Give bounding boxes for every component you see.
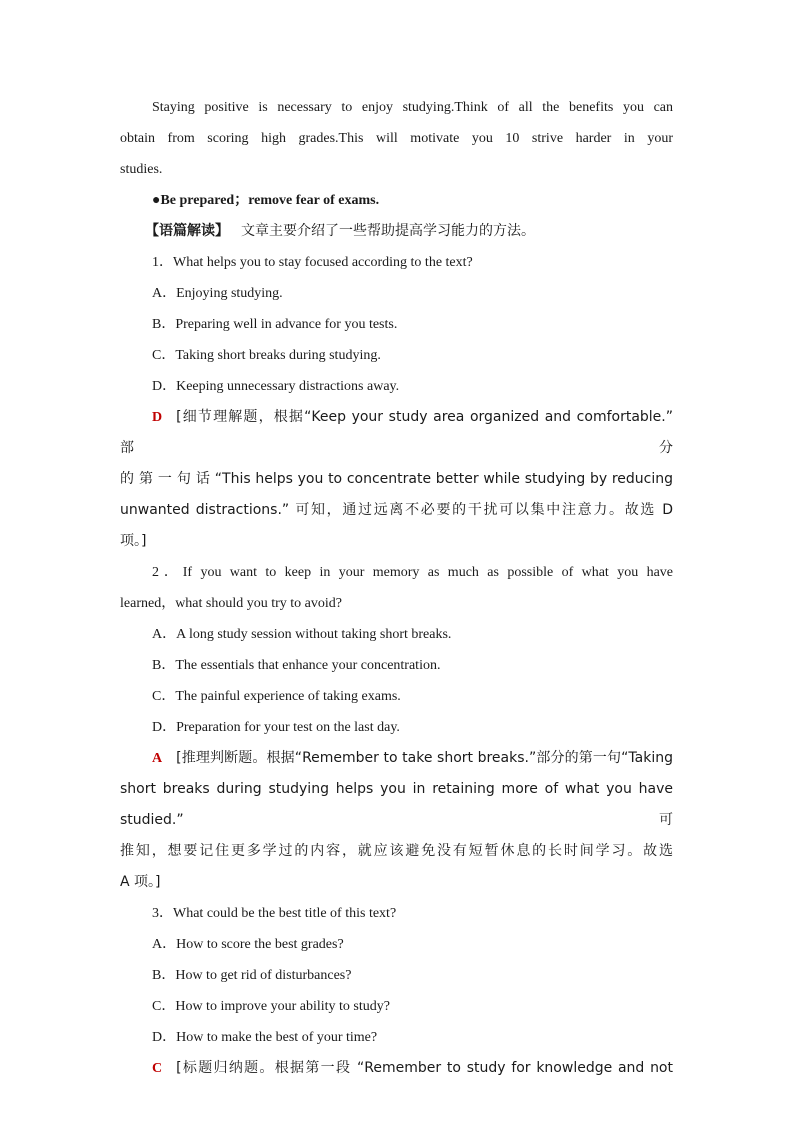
- question-1-explanation-text-1: [细节理解题，根据“Keep your study area organized and comfortable.” 部分: [120, 409, 673, 456]
- question-3-explanation-text-1: [标题归纳题。根据第一段 “Remember to study for knowledge and not: [176, 1060, 673, 1076]
- question-2-explanation-line-1: [120, 743, 673, 774]
- question-2-option-b: B．The essentials that enhance your concentration.: [152, 658, 441, 673]
- question-2-option-c: C．The painful experience of taking exams.: [152, 689, 401, 704]
- question-3-option-b: B．How to get rid of disturbances?: [152, 968, 352, 983]
- question-1-explanation-line-3: unwanted distractions.” 可知，通过远离不必要的干扰可以集中注意力。故选 D: [120, 502, 673, 518]
- question-1-answer: D: [152, 410, 163, 425]
- intro-line-2: obtain from scoring high grades.This will motivate you 10 strive harder in your: [120, 131, 673, 146]
- analysis-label: 【语篇解读】: [145, 223, 229, 239]
- question-2-explanation-line-4: A 项。]: [120, 874, 161, 890]
- question-1-option-b: B．Preparing well in advance for you tests.: [152, 317, 398, 332]
- question-2-explanation-text-1: [推理判断题。根据“Remember to take short breaks.”部分的第一句“Taking: [176, 750, 673, 766]
- question-1-option-a: A．Enjoying studying.: [152, 286, 283, 301]
- question-3-answer: C: [152, 1061, 163, 1076]
- question-2-option-a: A．A long study session without taking short breaks.: [152, 627, 452, 642]
- question-2-stem-line-2: learned，what should you try to avoid?: [120, 596, 343, 611]
- question-1-stem: 1．What helps you to stay focused according to the text?: [152, 255, 473, 270]
- question-2-stem-line-1: 2．If you want to keep in your memory as much as possible of what you have: [152, 565, 673, 580]
- bullet-heading: ●Be prepared；remove fear of exams.: [152, 193, 380, 208]
- passage-analysis: [120, 216, 673, 247]
- question-2-explanation-line-2: short breaks during studying helps you in retaining more of what you have studied.”可: [120, 781, 673, 828]
- question-3-option-a: A．How to score the best grades?: [152, 937, 344, 952]
- analysis-text: 文章主要介绍了一些帮助提高学习能力的方法。: [241, 223, 535, 239]
- question-2-answer: A: [152, 751, 163, 766]
- question-1-explanation-line-1: [120, 402, 673, 464]
- question-3-option-d: D．How to make the best of your time?: [152, 1030, 378, 1045]
- question-2-explanation-line-3: 推知，想要记住更多学过的内容，就应该避免没有短暂休息的长时间学习。故选: [120, 843, 673, 859]
- question-2-option-d: D．Preparation for your test on the last day.: [152, 720, 400, 735]
- question-1-explanation-line-4: 项。]: [120, 533, 147, 549]
- question-3-stem: 3．What could be the best title of this text?: [152, 906, 397, 921]
- question-1-option-d: D．Keeping unnecessary distractions away.: [152, 379, 400, 394]
- document-page: [120, 92, 673, 1084]
- question-1-explanation-line-2: 的 第 一 句 话 “This helps you to concentrate better while studying by reducing: [120, 471, 673, 487]
- intro-line-3: studies.: [120, 162, 163, 177]
- question-3-option-c: C．How to improve your ability to study?: [152, 999, 390, 1014]
- question-3-explanation-line-1: [120, 1053, 673, 1084]
- intro-line-1: Staying positive is necessary to enjoy studying.Think of all the benefits you can: [152, 100, 673, 115]
- question-1-option-c: C．Taking short breaks during studying.: [152, 348, 381, 363]
